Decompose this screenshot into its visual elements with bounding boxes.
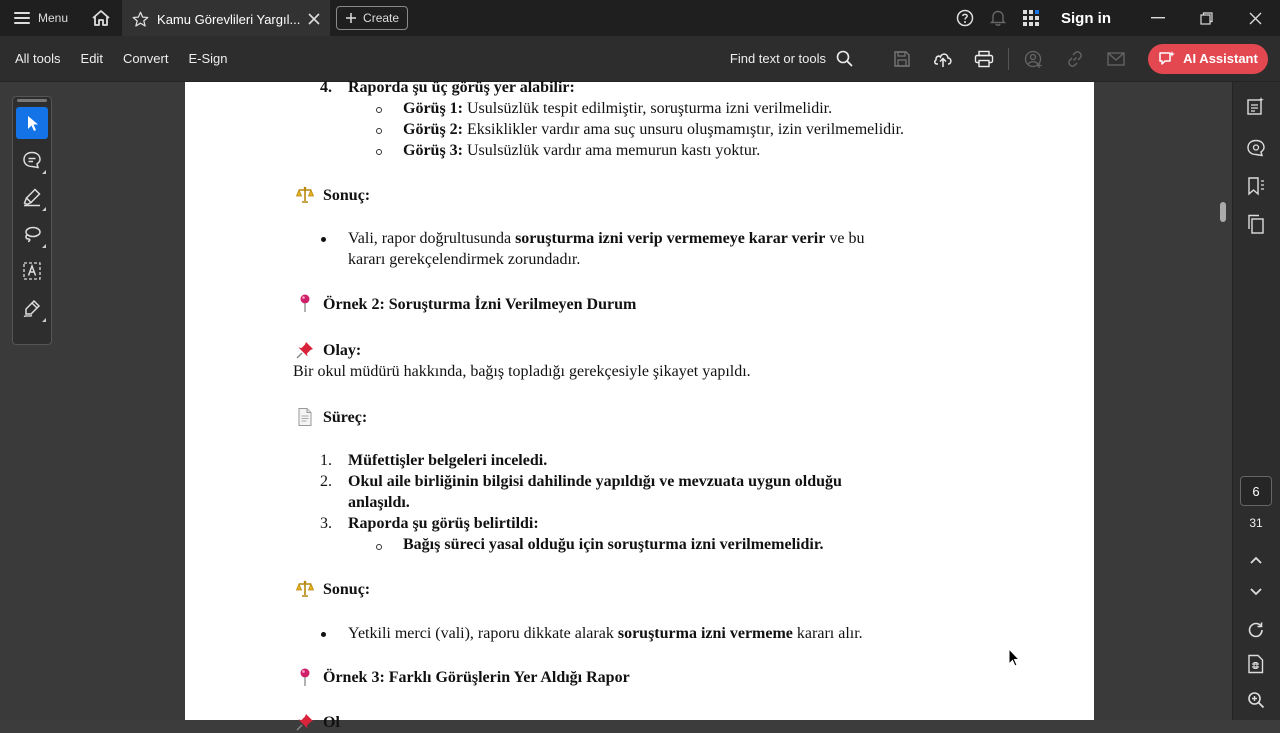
ai-sparkle-icon: [1158, 50, 1176, 68]
section-heading: Örnek 2: Soruşturma İzni Verilmeyen Durum: [323, 296, 637, 313]
lasso-icon: [22, 224, 42, 244]
select-tool-button[interactable]: [16, 107, 48, 139]
toolbar-separator: [1008, 48, 1009, 70]
section-heading: Sonuç:: [323, 187, 371, 204]
next-page-button[interactable]: [1244, 580, 1268, 604]
mail-icon: [1107, 52, 1125, 66]
pdf-page: [185, 79, 1094, 731]
pages-icon: [1246, 214, 1266, 234]
edit-menu[interactable]: Edit: [80, 51, 103, 66]
edit-document-icon: [1246, 96, 1266, 116]
list-item-continuation: kararı gerekçelendirmek zorundadır.: [348, 251, 581, 268]
bullet: [321, 237, 326, 242]
vertical-scrollbar[interactable]: [1214, 82, 1232, 720]
notifications-button[interactable]: [981, 0, 1014, 36]
star-icon[interactable]: [132, 11, 149, 28]
hamburger-icon: [14, 12, 30, 24]
bell-icon: [990, 9, 1006, 27]
save-icon: [893, 50, 911, 68]
list-item: Görüş 3: Usulsüzlük vardır ama memurun kastı yoktur.: [403, 142, 761, 159]
highlight-tool-button[interactable]: [16, 181, 48, 213]
menu-label: Menu: [38, 11, 69, 25]
list-item: Raporda şu görüş belirtildi:: [348, 515, 539, 532]
section-heading: Ol: [323, 714, 340, 731]
hollow-bullet: [376, 128, 382, 134]
apps-icon: [1022, 9, 1040, 27]
text-box-tool-button[interactable]: [16, 255, 48, 287]
add-person-icon: [1024, 50, 1044, 68]
save-button[interactable]: [881, 36, 922, 82]
sign-pen-icon: [22, 298, 42, 318]
main-toolbar: [0, 36, 1280, 82]
comments-panel-button[interactable]: [1244, 136, 1268, 160]
document-tab[interactable]: [122, 0, 330, 36]
page-thumbnails-button[interactable]: [1244, 212, 1268, 236]
text-box-icon: [22, 261, 42, 281]
list-item: Müfettişler belgeleri inceledi.: [348, 452, 548, 469]
list-item-continuation: anlaşıldı.: [348, 494, 410, 511]
list-item: Vali, rapor doğrultusunda soruşturma izni verip vermemeye karar verir ve bu: [348, 230, 865, 247]
pushpin-emoji-icon: [295, 712, 315, 732]
list-number: 1.: [320, 452, 332, 469]
total-pages: 31: [1249, 516, 1263, 530]
home-button[interactable]: [80, 0, 122, 36]
minimize-button[interactable]: [1133, 0, 1182, 36]
upload-icon: [933, 50, 953, 68]
esign-menu[interactable]: E-Sign: [188, 51, 228, 66]
list-item: Görüş 2: Eksiklikler vardır ama suç unsuru oluşmamıştır, izin verilmemelidir.: [403, 121, 905, 138]
link-button[interactable]: [1054, 36, 1095, 82]
section-heading: Örnek 3: Farklı Görüşlerin Yer Aldığı Rapor: [323, 669, 630, 686]
list-item: Raporda şu üç görüş yer alabilir:: [348, 79, 575, 96]
round-pushpin-emoji-icon: [295, 667, 315, 687]
scrollbar-thumb[interactable]: [1220, 202, 1226, 222]
convert-menu[interactable]: Convert: [122, 51, 169, 66]
pushpin-emoji-icon: [295, 340, 315, 360]
previous-page-button[interactable]: [1244, 548, 1268, 572]
tab-title: Kamu Görevlileri Yargıl...: [157, 11, 301, 27]
zoom-in-icon: [1247, 691, 1265, 709]
hollow-bullet: [376, 149, 382, 155]
print-button[interactable]: [963, 36, 1004, 82]
list-number: 4.: [320, 79, 332, 96]
help-button[interactable]: [948, 0, 981, 36]
close-window-button[interactable]: [1231, 0, 1280, 36]
zoom-button[interactable]: [1244, 688, 1268, 712]
close-window-icon: [1249, 12, 1262, 25]
list-item: Bağış süreci yasal olduğu için soruşturma izni verilmemelidir.: [403, 536, 824, 553]
page-display-button[interactable]: [1244, 652, 1268, 676]
current-page-input[interactable]: 6: [1240, 476, 1272, 506]
ai-assistant-label: AI Assistant: [1183, 51, 1258, 66]
comment-icon: [22, 150, 42, 170]
all-tools-menu[interactable]: All tools: [15, 51, 61, 66]
mouse-cursor-icon: [1007, 648, 1021, 668]
plus-icon: [345, 12, 357, 24]
section-heading: Sonuç:: [323, 581, 371, 598]
bookmark-icon: [1246, 176, 1266, 196]
sign-tool-button[interactable]: [16, 292, 48, 324]
title-bar: [0, 0, 1280, 36]
cursor-arrow-icon: [24, 114, 40, 132]
share-user-button[interactable]: [1013, 36, 1054, 82]
upload-button[interactable]: [922, 36, 963, 82]
section-heading: Süreç:: [323, 409, 368, 426]
search-icon: [836, 50, 853, 67]
chevron-up-icon: [1249, 555, 1263, 565]
create-button[interactable]: [336, 6, 408, 30]
comment-tool-button[interactable]: [16, 144, 48, 176]
restore-button[interactable]: [1182, 0, 1231, 36]
link-icon: [1066, 50, 1084, 68]
list-item: Yetkili merci (vali), raporu dikkate alarak soruşturma izni vermeme kararı alır.: [348, 625, 863, 642]
scales-emoji-icon: [295, 185, 315, 205]
bullet: [321, 632, 326, 637]
refresh-icon: [1247, 621, 1265, 639]
hollow-bullet: [376, 544, 382, 550]
highlighter-icon: [22, 187, 42, 207]
minimize-icon: [1151, 17, 1165, 19]
comment-at-icon: [1246, 138, 1266, 158]
apps-button[interactable]: [1014, 0, 1047, 36]
draw-tool-button[interactable]: [16, 218, 48, 250]
find-text-tools[interactable]: [730, 50, 853, 67]
section-heading: Olay:: [323, 342, 362, 359]
edit-pdf-button[interactable]: [1244, 94, 1268, 118]
find-label: Find text or tools: [729, 51, 826, 66]
ai-assistant-button[interactable]: [1148, 44, 1268, 74]
list-number: 3.: [320, 515, 332, 532]
document-scan-icon: [1247, 654, 1265, 674]
create-label: Create: [363, 11, 400, 25]
chevron-down-icon: [1249, 587, 1263, 597]
print-icon: [974, 50, 994, 68]
restore-icon: [1200, 12, 1213, 25]
help-icon: [956, 9, 974, 27]
list-number: 2.: [320, 473, 332, 490]
email-button[interactable]: [1095, 36, 1136, 82]
rotate-button[interactable]: [1244, 618, 1268, 642]
menu-button[interactable]: [0, 0, 80, 36]
panel-grip[interactable]: [17, 99, 47, 102]
sign-in-button[interactable]: Sign in: [1061, 9, 1111, 27]
home-icon: [91, 9, 111, 27]
bookmarks-button[interactable]: [1244, 174, 1268, 198]
list-item: Okul aile birliğinin bilgisi dahilinde yapıldığı ve mevzuata uygun olduğu: [348, 473, 842, 490]
paragraph: Bir okul müdürü hakkında, bağış topladığı gerekçesiyle şikayet yapıldı.: [293, 363, 751, 380]
scales-emoji-icon: [295, 579, 315, 599]
hollow-bullet: [376, 107, 382, 113]
page-facing-up-emoji-icon: [295, 407, 315, 427]
round-pushpin-emoji-icon: [295, 293, 315, 313]
list-item: Görüş 1: Usulsüzlük tespit edilmiştir, soruşturma izni verilmelidir.: [403, 100, 833, 117]
quick-tools-panel: [12, 96, 52, 345]
close-icon[interactable]: [308, 13, 320, 25]
